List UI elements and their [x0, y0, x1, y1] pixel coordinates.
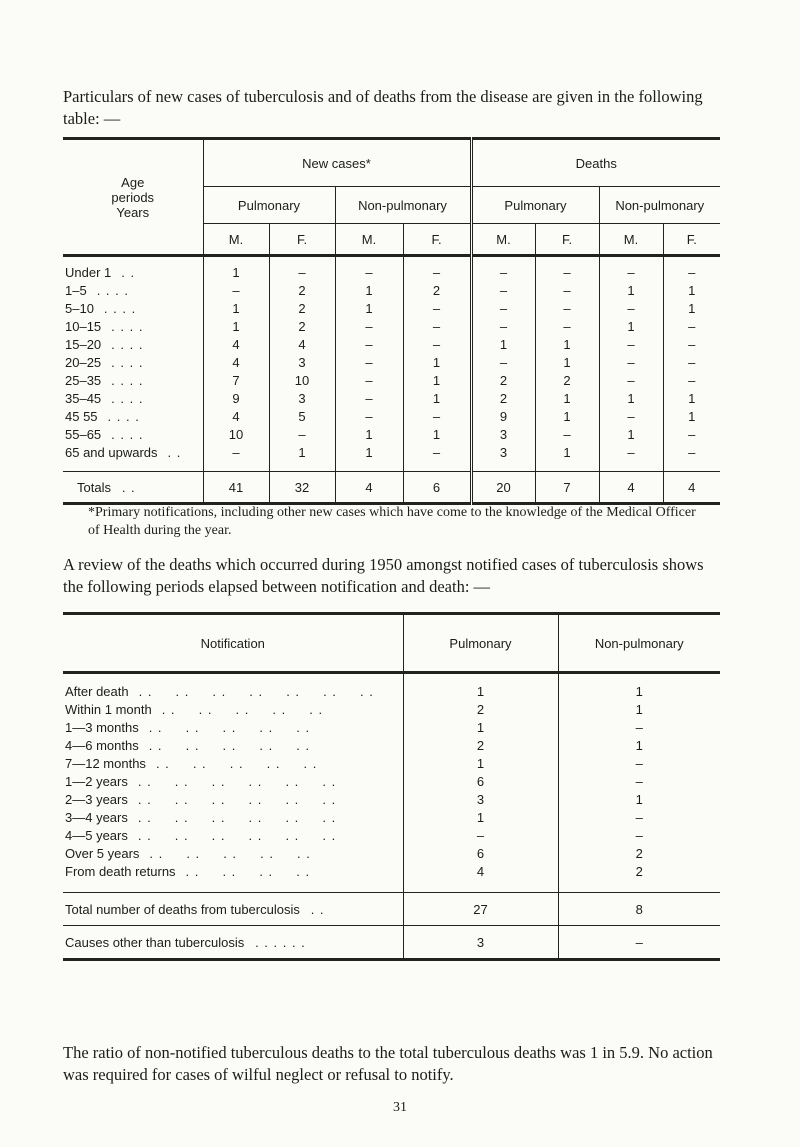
- total-cell: 32: [269, 472, 335, 504]
- value-cell: –: [599, 263, 663, 281]
- value-cell: –: [203, 281, 269, 299]
- value-cell: –: [269, 425, 335, 443]
- review-paragraph: A review of the deaths which occurred during 1950 amongst notified cases of tuberculosis shows the following periods elapsed between notification and death: —: [63, 555, 704, 596]
- value-cell: –: [269, 263, 335, 281]
- value-cell: –: [599, 299, 663, 317]
- value-cell: 1: [599, 425, 663, 443]
- period-label: Over 5 years . . . . . . . . . .: [65, 845, 311, 861]
- notification-header: Notification: [200, 635, 265, 651]
- value-cell: 1: [335, 299, 403, 317]
- value-cell: –: [599, 335, 663, 353]
- value-cell: –: [535, 299, 599, 317]
- value-cell: –: [471, 299, 535, 317]
- value-cell: –: [471, 353, 535, 371]
- col-m: M.: [335, 224, 403, 256]
- value-cell: 1: [599, 317, 663, 335]
- non-pulmonary-value: 1: [558, 736, 720, 754]
- value-cell: 1: [663, 407, 720, 425]
- total-cell: 4: [663, 472, 720, 504]
- page-number: 31: [393, 1100, 407, 1115]
- notification-row: [63, 754, 720, 772]
- deaths-non-pulmonary-header: Non-pulmonary: [599, 187, 720, 224]
- total-cell: 4: [599, 472, 663, 504]
- value-cell: 1: [663, 299, 720, 317]
- pulmonary-value: 2: [403, 736, 558, 754]
- total-cell: 20: [471, 472, 535, 504]
- period-label: 7—12 months . . . . . . . . . .: [65, 755, 318, 771]
- value-cell: –: [335, 407, 403, 425]
- total-cell: 7: [535, 472, 599, 504]
- value-cell: 1: [269, 443, 335, 461]
- value-cell: 1: [335, 425, 403, 443]
- value-cell: 3: [269, 353, 335, 371]
- notification-row: [63, 808, 720, 826]
- notification-row: [63, 790, 720, 808]
- non-pulmonary-header: Non-pulmonary: [558, 614, 720, 673]
- notification-to-death-table: [63, 612, 720, 961]
- notification-row: [63, 700, 720, 718]
- new-cases-and-deaths-table: [63, 137, 720, 505]
- col-m: M.: [203, 224, 269, 256]
- age-label: 1–5 . . . .: [65, 282, 129, 298]
- value-cell: 1: [535, 353, 599, 371]
- value-cell: –: [403, 317, 471, 335]
- value-cell: 1: [335, 281, 403, 299]
- age-label: 15–20 . . . .: [65, 336, 144, 352]
- non-pulmonary-value: –: [558, 718, 720, 736]
- value-cell: –: [599, 443, 663, 461]
- value-cell: 1: [535, 335, 599, 353]
- new-cases-header: New cases*: [203, 139, 471, 187]
- col-f: F.: [535, 224, 599, 256]
- pulmonary-value: 6: [403, 844, 558, 862]
- age-label: 10–15 . . . .: [65, 318, 144, 334]
- intro-paragraph: Particulars of new cases of tuberculosis and of deaths from the disease are given in the following table: —: [63, 87, 703, 128]
- value-cell: 1: [535, 389, 599, 407]
- value-cell: –: [663, 335, 720, 353]
- age-row: [63, 281, 720, 299]
- value-cell: –: [663, 371, 720, 389]
- value-cell: 10: [203, 425, 269, 443]
- new-non-pulmonary-header: Non-pulmonary: [335, 187, 471, 224]
- value-cell: –: [335, 263, 403, 281]
- value-cell: 2: [535, 371, 599, 389]
- age-label: 20–25 . . . .: [65, 354, 144, 370]
- value-cell: 10: [269, 371, 335, 389]
- other-non-pulmonary: –: [558, 926, 720, 960]
- value-cell: –: [335, 389, 403, 407]
- age-periods-header: Age periods Years: [63, 139, 203, 256]
- value-cell: 7: [203, 371, 269, 389]
- value-cell: 4: [203, 353, 269, 371]
- value-cell: 9: [471, 407, 535, 425]
- age-row: [63, 317, 720, 335]
- total-cell: 4: [335, 472, 403, 504]
- value-cell: 2: [403, 281, 471, 299]
- period-label: 1—3 months . . . . . . . . . .: [65, 719, 311, 735]
- total-pulmonary: 27: [403, 893, 558, 926]
- value-cell: –: [599, 407, 663, 425]
- age-row: [63, 263, 720, 281]
- value-cell: 5: [269, 407, 335, 425]
- col-f: F.: [269, 224, 335, 256]
- value-cell: 1: [535, 443, 599, 461]
- notification-row: [63, 718, 720, 736]
- value-cell: 2: [471, 389, 535, 407]
- other-causes-label: Causes other than tuberculosis . . . . . .: [65, 934, 306, 950]
- pulmonary-value: 2: [403, 700, 558, 718]
- pulmonary-value: –: [403, 826, 558, 844]
- value-cell: 1: [203, 263, 269, 281]
- value-cell: 3: [269, 389, 335, 407]
- value-cell: 1: [335, 443, 403, 461]
- value-cell: –: [663, 443, 720, 461]
- value-cell: –: [403, 299, 471, 317]
- non-pulmonary-value: –: [558, 772, 720, 790]
- totals-label: Totals . .: [77, 479, 136, 495]
- value-cell: –: [599, 353, 663, 371]
- value-cell: –: [403, 263, 471, 281]
- value-cell: –: [335, 317, 403, 335]
- non-pulmonary-value: –: [558, 808, 720, 826]
- value-cell: –: [335, 353, 403, 371]
- value-cell: –: [535, 317, 599, 335]
- notification-row: [63, 736, 720, 754]
- non-pulmonary-value: 2: [558, 862, 720, 880]
- notification-row: [63, 772, 720, 790]
- notification-row: [63, 844, 720, 862]
- non-pulmonary-value: 1: [558, 700, 720, 718]
- total-deaths-label: Total number of deaths from tuberculosis . .: [65, 901, 325, 917]
- value-cell: 1: [203, 317, 269, 335]
- value-cell: 3: [471, 443, 535, 461]
- age-row: [63, 425, 720, 443]
- value-cell: –: [335, 371, 403, 389]
- value-cell: 2: [269, 281, 335, 299]
- non-pulmonary-value: –: [558, 826, 720, 844]
- new-pulmonary-header: Pulmonary: [203, 187, 335, 224]
- value-cell: 1: [403, 353, 471, 371]
- value-cell: –: [403, 407, 471, 425]
- period-label: 4—5 years . . . . . . . . . . . .: [65, 827, 337, 843]
- value-cell: 4: [203, 407, 269, 425]
- footnote: *Primary notifications, including other new cases which have come to the knowledge of the Medical Officer of Health during the year.: [88, 505, 696, 538]
- pulmonary-value: 1: [403, 718, 558, 736]
- pulmonary-value: 1: [403, 754, 558, 772]
- pulmonary-value: 6: [403, 772, 558, 790]
- period-label: After death . . . . . . . . . . . . . .: [65, 683, 374, 699]
- value-cell: –: [535, 281, 599, 299]
- deaths-pulmonary-header: Pulmonary: [471, 187, 599, 224]
- value-cell: –: [403, 443, 471, 461]
- value-cell: 1: [663, 281, 720, 299]
- value-cell: 2: [269, 317, 335, 335]
- age-row: [63, 407, 720, 425]
- pulmonary-value: 1: [403, 808, 558, 826]
- value-cell: –: [471, 281, 535, 299]
- age-row: [63, 335, 720, 353]
- value-cell: 1: [599, 281, 663, 299]
- non-pulmonary-value: 1: [558, 682, 720, 700]
- age-row: [63, 299, 720, 317]
- value-cell: 2: [269, 299, 335, 317]
- age-row: [63, 389, 720, 407]
- age-label: 5–10 . . . .: [65, 300, 137, 316]
- value-cell: –: [335, 335, 403, 353]
- value-cell: 9: [203, 389, 269, 407]
- value-cell: –: [663, 263, 720, 281]
- value-cell: 1: [403, 371, 471, 389]
- value-cell: 1: [203, 299, 269, 317]
- age-label: 55–65 . . . .: [65, 426, 144, 442]
- other-pulmonary: 3: [403, 926, 558, 960]
- value-cell: 2: [471, 371, 535, 389]
- value-cell: –: [203, 443, 269, 461]
- value-cell: –: [535, 263, 599, 281]
- total-non-pulmonary: 8: [558, 893, 720, 926]
- value-cell: 4: [269, 335, 335, 353]
- value-cell: 3: [471, 425, 535, 443]
- value-cell: 1: [599, 389, 663, 407]
- period-label: 2—3 years . . . . . . . . . . . .: [65, 791, 337, 807]
- total-cell: 6: [403, 472, 471, 504]
- non-pulmonary-value: –: [558, 754, 720, 772]
- value-cell: 1: [403, 425, 471, 443]
- non-pulmonary-value: 2: [558, 844, 720, 862]
- age-label: 45 55 . . . .: [65, 408, 140, 424]
- non-pulmonary-value: 1: [558, 790, 720, 808]
- col-m: M.: [599, 224, 663, 256]
- age-label: Under 1 . .: [65, 264, 136, 280]
- value-cell: 1: [535, 407, 599, 425]
- value-cell: –: [471, 263, 535, 281]
- period-label: 4—6 months . . . . . . . . . .: [65, 737, 311, 753]
- value-cell: –: [471, 317, 535, 335]
- pulmonary-value: 3: [403, 790, 558, 808]
- pulmonary-header: Pulmonary: [403, 614, 558, 673]
- col-m: M.: [471, 224, 535, 256]
- notification-row: [63, 826, 720, 844]
- period-label: 3—4 years . . . . . . . . . . . .: [65, 809, 337, 825]
- period-label: From death returns . . . . . . . .: [65, 863, 311, 879]
- deaths-header: Deaths: [471, 139, 720, 187]
- value-cell: –: [663, 353, 720, 371]
- value-cell: 1: [471, 335, 535, 353]
- age-label: 65 and upwards . .: [65, 444, 182, 460]
- total-cell: 41: [203, 472, 269, 504]
- age-label: 25–35 . . . .: [65, 372, 144, 388]
- value-cell: –: [535, 425, 599, 443]
- value-cell: 4: [203, 335, 269, 353]
- age-row: [63, 371, 720, 389]
- value-cell: –: [663, 317, 720, 335]
- pulmonary-value: 1: [403, 682, 558, 700]
- value-cell: –: [599, 371, 663, 389]
- value-cell: 1: [663, 389, 720, 407]
- col-f: F.: [663, 224, 720, 256]
- period-label: 1—2 years . . . . . . . . . . . .: [65, 773, 337, 789]
- value-cell: –: [663, 425, 720, 443]
- value-cell: 1: [403, 389, 471, 407]
- notification-row: [63, 862, 720, 880]
- period-label: Within 1 month . . . . . . . . . .: [65, 701, 324, 717]
- age-label: 35–45 . . . .: [65, 390, 144, 406]
- age-row: [63, 353, 720, 371]
- col-f: F.: [403, 224, 471, 256]
- value-cell: –: [403, 335, 471, 353]
- closing-paragraph: The ratio of non-notified tuberculous deaths to the total tuberculous deaths was 1 in 5.9. No action was required for cases of wilful neglect or refusal to notify.: [63, 1043, 713, 1084]
- notification-row: [63, 682, 720, 700]
- age-row: [63, 443, 720, 461]
- pulmonary-value: 4: [403, 862, 558, 880]
